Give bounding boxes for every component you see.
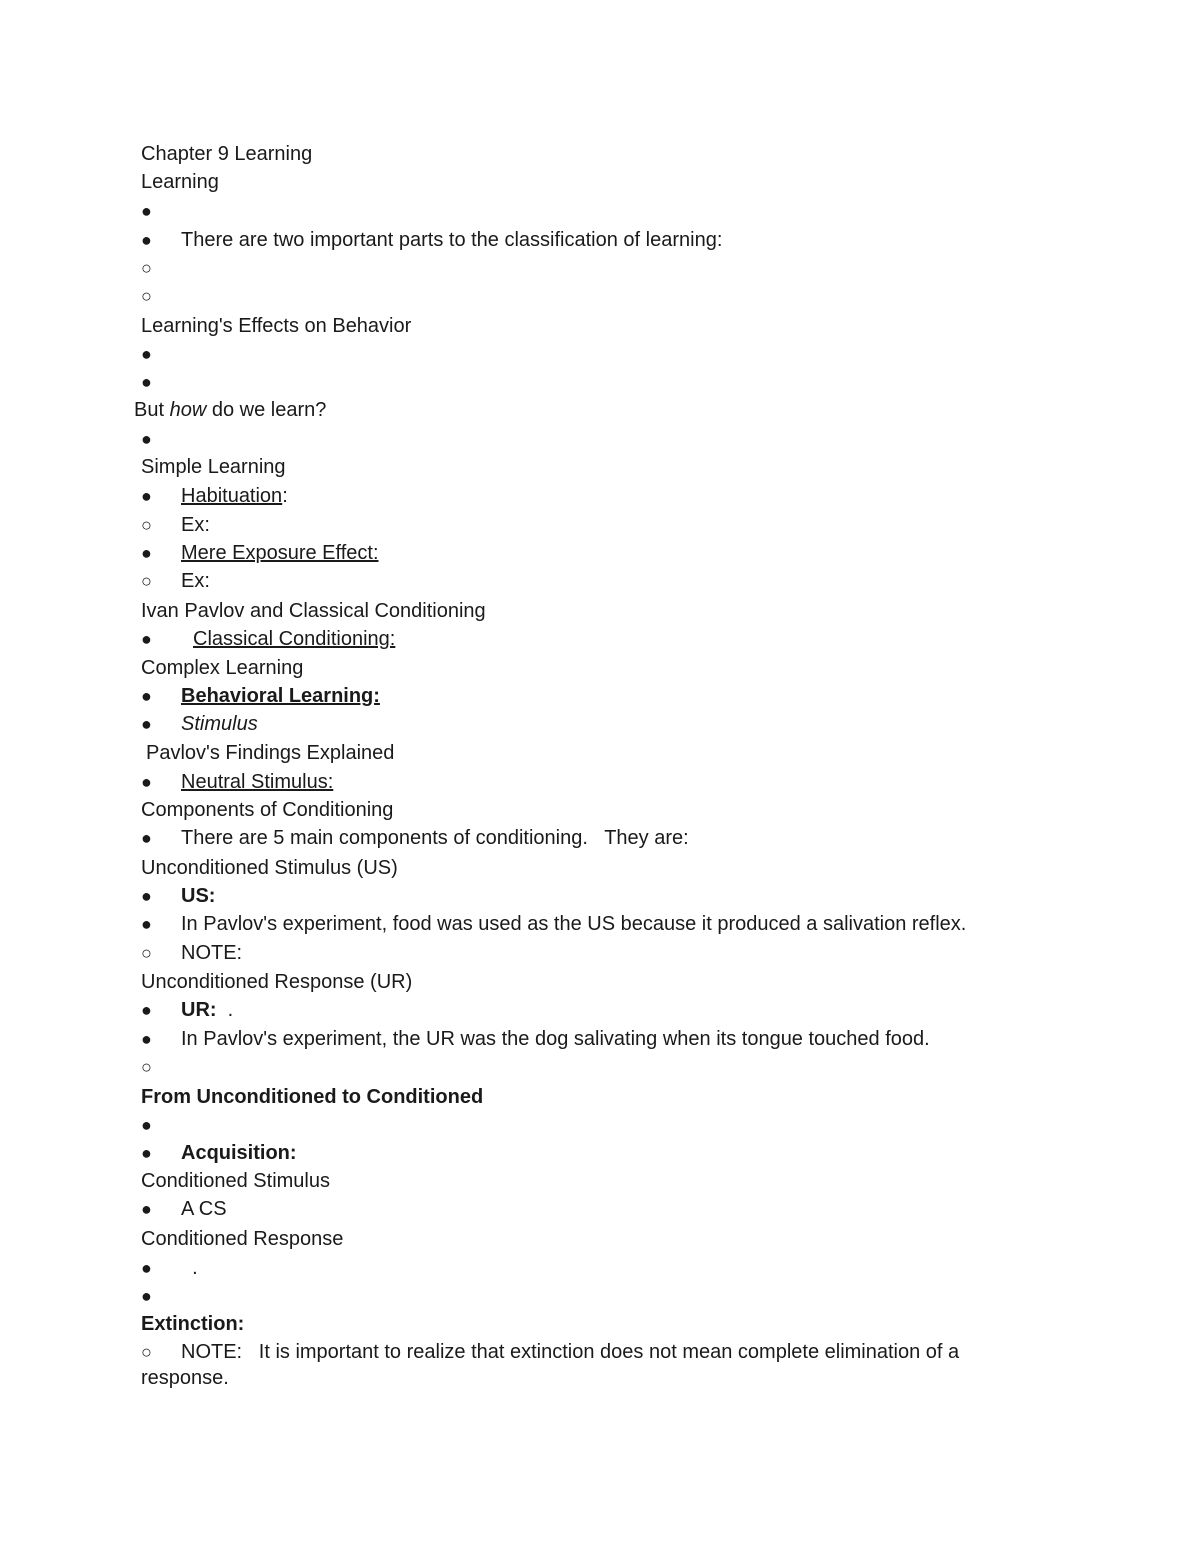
section-heading-learning: Learning <box>141 171 219 193</box>
bullet-icon: ● <box>141 828 152 848</box>
list-item-acquisition: ● Acquisition: <box>141 1142 297 1164</box>
empty-bullet-item <box>141 341 181 367</box>
list-item-mere-exposure: ● Mere Exposure Effect: <box>141 542 379 564</box>
circle-bullet-icon: ○ <box>141 515 152 535</box>
section-heading-extinction: Extinction: <box>141 1313 245 1335</box>
circle-bullet-icon: ○ <box>141 1342 152 1362</box>
bullet-icon: ● <box>141 1000 152 1020</box>
section-heading-how: But how do we learn? <box>134 399 327 421</box>
bullet-icon: ● <box>141 486 152 506</box>
bullet-icon: ● <box>141 372 152 392</box>
sub-list-item-example: ○ Ex: <box>141 570 210 592</box>
list-item: ● In Pavlov's experiment, the UR was the dog salivating when its tongue touched food. <box>141 1028 930 1050</box>
bullet-icon: ● <box>141 1115 152 1135</box>
bullet-icon: ● <box>141 886 152 906</box>
empty-bullet-item <box>141 426 181 452</box>
list-item-cs: ● A CS <box>141 1198 227 1220</box>
section-heading-ur: Unconditioned Response (UR) <box>141 971 413 993</box>
list-item-ur: ● UR: . <box>141 999 234 1021</box>
section-heading-uncond-to-cond: From Unconditioned to Conditioned <box>141 1086 484 1108</box>
empty-sub-bullet-item <box>141 1054 181 1080</box>
section-heading-cr: Conditioned Response <box>141 1228 344 1250</box>
empty-bullet-item <box>141 369 181 395</box>
list-item-us: ● US: <box>141 885 216 907</box>
circle-bullet-icon: ○ <box>141 943 152 963</box>
list-item: ● There are two important parts to the classification of learning: <box>141 229 723 251</box>
list-item: ● In Pavlov's experiment, food was used as the US because it produced a salivation reflex. <box>141 913 967 935</box>
sub-list-item-extinction-note: ○ NOTE: It is important to realize that extinction does not mean complete elimination of a response. <box>141 1341 965 1389</box>
bullet-icon: ● <box>141 344 152 364</box>
section-heading-pavlov: Ivan Pavlov and Classical Conditioning <box>141 600 486 622</box>
bullet-icon: ● <box>141 429 152 449</box>
bullet-icon: ● <box>141 914 152 934</box>
bullet-icon: ● <box>141 1143 152 1163</box>
bullet-icon: ● <box>141 629 152 649</box>
section-heading-components: Components of Conditioning <box>141 799 394 821</box>
list-item: ● There are 5 main components of conditioning. They are: <box>141 827 689 849</box>
list-item-cr: ● . <box>141 1257 198 1279</box>
bullet-icon: ● <box>141 714 152 734</box>
section-heading-findings: Pavlov's Findings Explained <box>146 742 395 764</box>
empty-bullet-item <box>141 198 181 224</box>
bullet-icon: ● <box>141 1286 152 1306</box>
bullet-icon: ● <box>141 1029 152 1049</box>
circle-bullet-icon: ○ <box>141 571 152 591</box>
empty-bullet-item <box>141 1283 181 1309</box>
sub-list-item-note: ○ NOTE: <box>141 942 243 964</box>
circle-bullet-icon: ○ <box>141 286 152 306</box>
circle-bullet-icon: ○ <box>141 258 152 278</box>
bullet-icon: ● <box>141 686 152 706</box>
list-item-stimulus: ● Stimulus <box>141 713 258 735</box>
empty-sub-bullet-item <box>141 255 181 281</box>
list-item-neutral: ● Neutral Stimulus: <box>141 771 334 793</box>
bullet-icon: ● <box>141 1199 152 1219</box>
bullet-icon: ● <box>141 1258 152 1278</box>
section-heading-complex: Complex Learning <box>141 657 304 679</box>
list-item-habituation: ● Habituation: <box>141 485 288 507</box>
section-heading-effects: Learning's Effects on Behavior <box>141 315 412 337</box>
empty-bullet-item <box>141 1112 181 1138</box>
list-item-classical: ● Classical Conditioning: <box>141 628 396 650</box>
empty-sub-bullet-item <box>141 283 181 309</box>
bullet-icon: ● <box>141 772 152 792</box>
bullet-icon: ● <box>141 230 152 250</box>
list-item-behavioral: ● Behavioral Learning: <box>141 685 380 707</box>
section-heading-simple: Simple Learning <box>141 456 286 478</box>
chapter-title: Chapter 9 Learning <box>141 143 313 165</box>
bullet-icon: ● <box>141 201 152 221</box>
circle-bullet-icon: ○ <box>141 1057 152 1077</box>
section-heading-us: Unconditioned Stimulus (US) <box>141 857 398 879</box>
section-heading-cs: Conditioned Stimulus <box>141 1170 330 1192</box>
sub-list-item-example: ○ Ex: <box>141 514 210 536</box>
bullet-icon: ● <box>141 543 152 563</box>
